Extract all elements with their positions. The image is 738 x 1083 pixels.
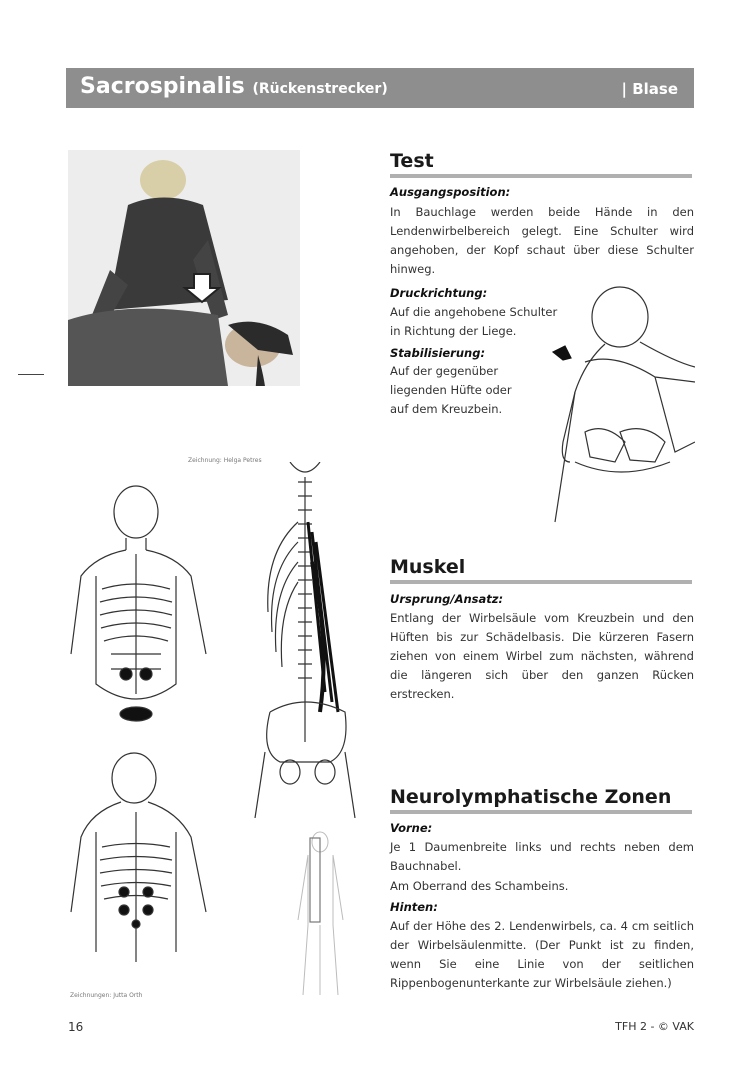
- text-stabilization-line-2: liegenden Hüfte oder: [390, 383, 512, 397]
- text-front-line-1: Je 1 Daumenbreite links und rechts neben dem Bauchnabel.: [390, 840, 694, 873]
- text-pressure-line-2: in Richtung der Liege.: [390, 324, 517, 338]
- spine-muscle-illustration: [250, 462, 360, 818]
- header-bar: [66, 68, 694, 108]
- page-number: 16: [68, 1020, 84, 1034]
- title-subtitle: (Rückenstrecker): [252, 81, 388, 97]
- test-photo: [68, 150, 300, 386]
- section-label: | Blase: [621, 80, 678, 98]
- section-heading-muscle: Muskel: [390, 556, 692, 584]
- test-sketch-illustration: [545, 282, 695, 532]
- title-main: Sacrospinalis: [80, 74, 245, 99]
- section-heading-zones: Neurolymphatische Zonen: [390, 786, 692, 814]
- text-origin-insertion: Entlang der Wirbelsäule vom Kreuzbein und den Hüften bis zur Schädelbasis. Die kürzeren Fasern ziehen von einem Wirbel zum nächsten, während die längeren sich über den ganzen Rücken erstrecken.: [390, 611, 694, 701]
- text-back: Auf der Höhe des 2. Lendenwirbels, ca. 4 cm seitlich der Wirbelsäulenmitte. (Der Punkt ist zu finden, wenn Sie eine Linie von der seitlichen Rippenbogenunterkante zur Wirbelsäule ziehen.): [390, 919, 694, 990]
- text-start-position: In Bauchlage werden beide Hände in den Lendenwirbelbereich gelegt. Eine Schulter wird angehoben, der Kopf schaut über diese Schulter hinweg.: [390, 205, 694, 276]
- caption-drawing-2: Zeichnungen: Jutta Orth: [70, 992, 143, 999]
- label-front: Vorne:: [390, 821, 433, 835]
- text-stabilization-line-3: auf dem Kreuzbein.: [390, 402, 503, 416]
- page-title: [80, 74, 388, 99]
- footer-copyright: TFH 2 - © VAK: [615, 1020, 694, 1033]
- text-pressure-line-1: Auf die angehobene Schulter: [390, 305, 558, 319]
- label-pressure-direction: Druckrichtung:: [390, 286, 488, 300]
- text-front-line-2: Am Oberrand des Schambeins.: [390, 879, 569, 893]
- front-body-illustration: [66, 484, 216, 744]
- small-figure-illustration: [293, 830, 348, 995]
- label-origin-insertion: Ursprung/Ansatz:: [390, 592, 504, 606]
- back-body-illustration: [66, 752, 216, 984]
- text-stabilization-line-1: Auf der gegenüber: [390, 364, 499, 378]
- margin-line: [18, 374, 44, 375]
- label-start-position: Ausgangsposition:: [390, 185, 511, 199]
- label-stabilization: Stabilisierung:: [390, 346, 486, 360]
- section-heading-test: Test: [390, 150, 692, 178]
- label-back: Hinten:: [390, 900, 438, 914]
- caption-drawing-1: Zeichnung: Helga Petres: [188, 457, 262, 464]
